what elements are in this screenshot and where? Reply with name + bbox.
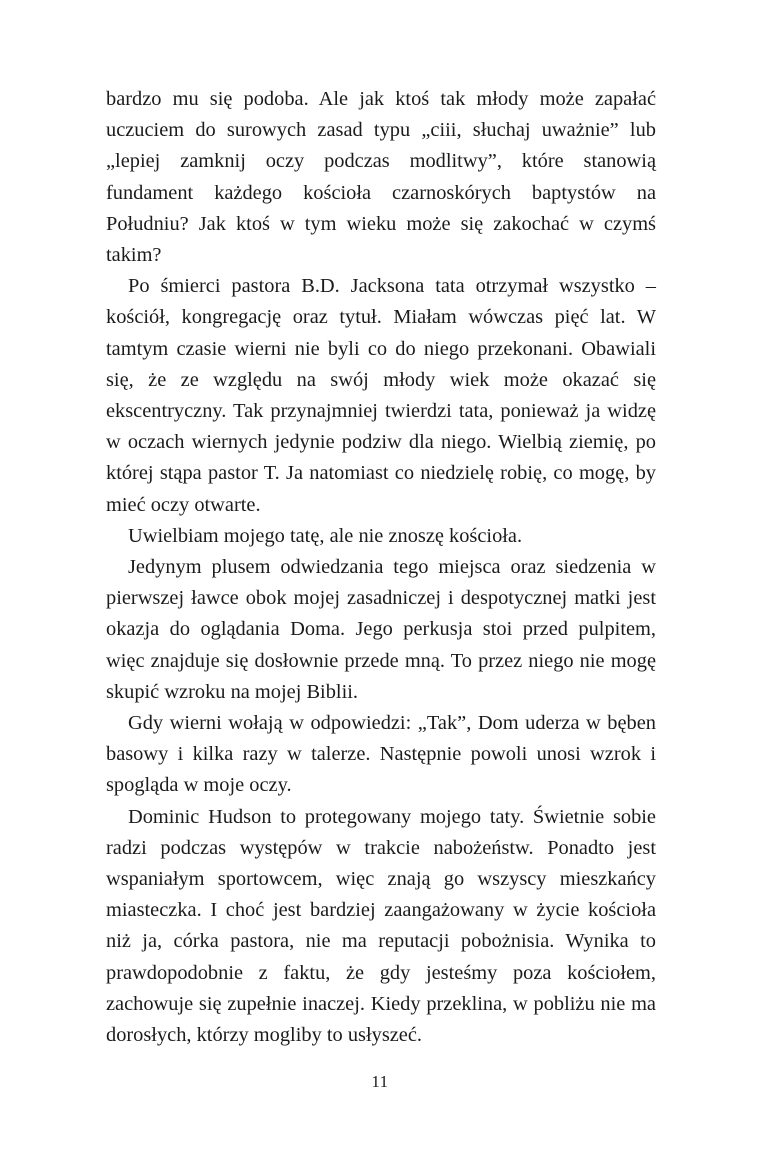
paragraph-5: Gdy wierni wołają w odpowiedzi: „Tak”, Dom uderza w bęben basowy i kilka razy w talerze. Następnie powoli unosi wzrok i spogląda w moje oczy. bbox=[106, 712, 656, 797]
paragraph-6: Dominic Hudson to protegowany mojego taty. Świetnie sobie radzi podczas występów w trakcie nabożeństw. Ponadto jest wspaniałym sportowcem, więc znają go wszyscy mieszkańcy miasteczka. I choć jest bardziej zaangażowany w życie kościoła niż ja, córka pastora, nie ma reputacji pobożnisia. Wynika to prawdopodobnie z faktu, że gdy jesteśmy poza kościołem, zachowuje się zupełnie inaczej. Kiedy przeklina, w pobliżu nie ma dorosłych, którzy mogliby to usłyszeć. bbox=[106, 805, 656, 1047]
page-body-text bbox=[106, 84, 656, 1051]
paragraph-1: bardzo mu się podoba. Ale jak ktoś tak młody może zapałać uczuciem do surowych zasad typu „ciii, słuchaj uważnie” lub „lepiej zamknij oczy podczas modlitwy”, które stanowią fundament każdego kościoła czarnoskórych baptystów na Południu? Jak ktoś w tym wieku może się zakochać w czymś takim? bbox=[106, 88, 656, 267]
paragraph-2: Po śmierci pastora B.D. Jacksona tata otrzymał wszystko – kościół, kongregację oraz tytuł. Miałam wówczas pięć lat. W tamtym czasie wierni nie byli co do niego przekonani. Obawiali się, że ze względu na swój młody wiek może okazać się ekscentryczny. Tak przynajmniej twierdzi tata, ponieważ ja widzę w oczach wiernych jedynie podziw dla niego. Wielbią ziemię, po której stąpa pastor T. Ja natomiast co niedzielę robię, co mogę, by mieć oczy otwarte. bbox=[106, 275, 656, 516]
paragraph-3: Uwielbiam mojego tatę, ale nie znoszę kościoła. bbox=[128, 524, 523, 547]
page-number: 11 bbox=[371, 1072, 389, 1091]
paragraph-4: Jedynym plusem odwiedzania tego miejsca oraz siedzenia w pierwszej ławce obok mojej zasadniczej i despotycznej matki jest okazja do oglądania Doma. Jego perkusja stoi przed pulpitem, więc znajduje się dosłownie przede mną. To przez niego nie mogę skupić wzroku na mojej Biblii. bbox=[106, 556, 656, 703]
